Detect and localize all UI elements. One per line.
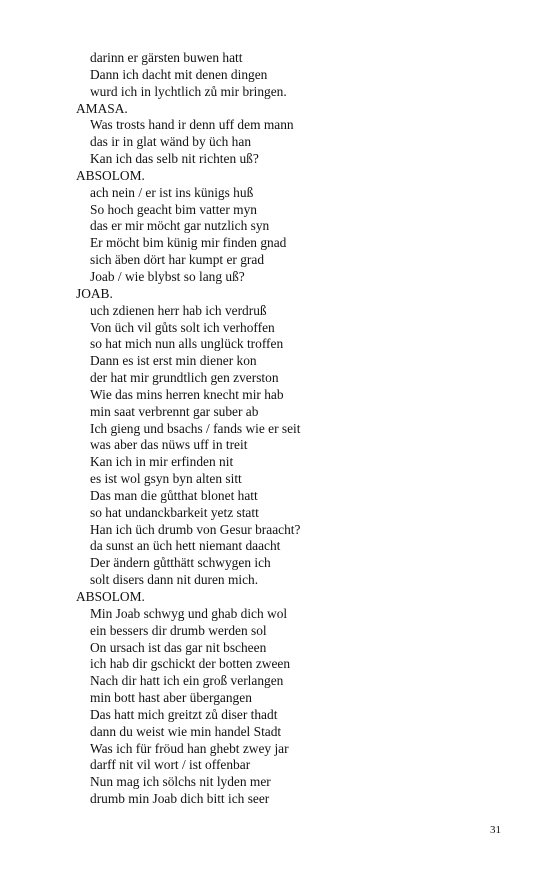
- verse-line: Dann es ist erst min diener kon: [90, 353, 257, 369]
- verse-line: Kan ich in mir erfinden nit: [90, 454, 234, 470]
- verse-line: Das hatt mich greitzt zů diser thadt: [90, 706, 278, 722]
- verse-line: es ist wol gsyn byn alten sitt: [90, 471, 242, 487]
- verse-line: Min Joab schwyg und ghab dich wol: [90, 605, 288, 621]
- verse-line: uch zdienen herr hab ich verdruß: [90, 302, 267, 318]
- verse-line: drumb min Joab dich bitt ich seer: [90, 791, 270, 807]
- speaker-name: ABSOLOM.: [76, 167, 145, 183]
- verse-line: was aber das nüws uff in treit: [90, 437, 248, 453]
- verse-line: Ich gieng und bsachs / fands wie er seit: [90, 420, 301, 436]
- verse-line: Kan ich das selb nit richten uß?: [90, 151, 259, 167]
- verse-line: so hat mich nun alls unglück troffen: [90, 336, 284, 352]
- verse-line: Das man die gůtthat blonet hatt: [90, 487, 258, 503]
- verse-line: ein bessers dir drumb werden sol: [90, 622, 267, 638]
- verse-line: min bott hast aber übergangen: [90, 690, 252, 706]
- verse-line: Nach dir hatt ich ein groß verlangen: [90, 673, 284, 689]
- speaker-name: ABSOLOM.: [76, 589, 145, 604]
- verse-line: Was ich für fröud han ghebt zwey jar: [90, 740, 289, 756]
- verse-line: On ursach ist das gar nit bscheen: [90, 639, 267, 655]
- speaker-name: JOAB.: [76, 285, 113, 301]
- speaker-name: AMASA.: [76, 100, 128, 116]
- page-number: 31: [490, 824, 501, 836]
- verse-line: so hat undanckbarkeit yetz statt: [90, 504, 259, 520]
- verse-line: wurd ich in lychtlich zů mir bringen.: [90, 83, 287, 99]
- verse-line: Von üch vil gůts solt ich verhoffen: [90, 319, 275, 335]
- page-text: [76, 50, 496, 808]
- verse-line: Der ändern gůtthätt schwygen ich: [90, 555, 271, 571]
- verse-line: dann du weist wie min handel Stadt: [90, 723, 282, 739]
- verse-line: das er mir möcht gar nutzlich syn: [90, 218, 270, 234]
- verse-line: ich hab dir gschickt der botten zween: [90, 656, 291, 672]
- verse-line: ach nein / er ist ins künigs huß: [90, 184, 254, 200]
- verse-line: Nun mag ich sölchs nit lyden mer: [90, 774, 271, 790]
- verse-line: Was trosts hand ir denn uff dem mann: [90, 117, 294, 133]
- verse-line: Joab / wie blybst so lang uß?: [90, 268, 245, 284]
- verse-line: Dann ich dacht mit denen dingen: [90, 66, 268, 82]
- verse-line: solt disers dann nit duren mich.: [90, 572, 259, 588]
- verse-line: darff nit vil wort / ist offenbar: [90, 757, 251, 773]
- verse-line: das ir in glat wänd by üch han: [90, 134, 252, 150]
- verse-line: Wie das mins herren knecht mir hab: [90, 386, 284, 402]
- verse-line: Er möcht bim künig mir finden gnad: [90, 235, 287, 251]
- verse-line: darinn er gärsten buwen hatt: [90, 50, 243, 65]
- verse-line: da sunst an üch hett niemant daacht: [90, 538, 281, 554]
- verse-line: der hat mir grundtlich gen zverston: [90, 370, 279, 386]
- verse-line: Han ich üch drumb von Gesur braacht?: [90, 521, 301, 537]
- verse-line: sich äben dört har kumpt er grad: [90, 252, 265, 268]
- verse-line: So hoch geacht bim vatter myn: [90, 201, 257, 217]
- verse-line: min saat verbrennt gar suber ab: [90, 403, 259, 419]
